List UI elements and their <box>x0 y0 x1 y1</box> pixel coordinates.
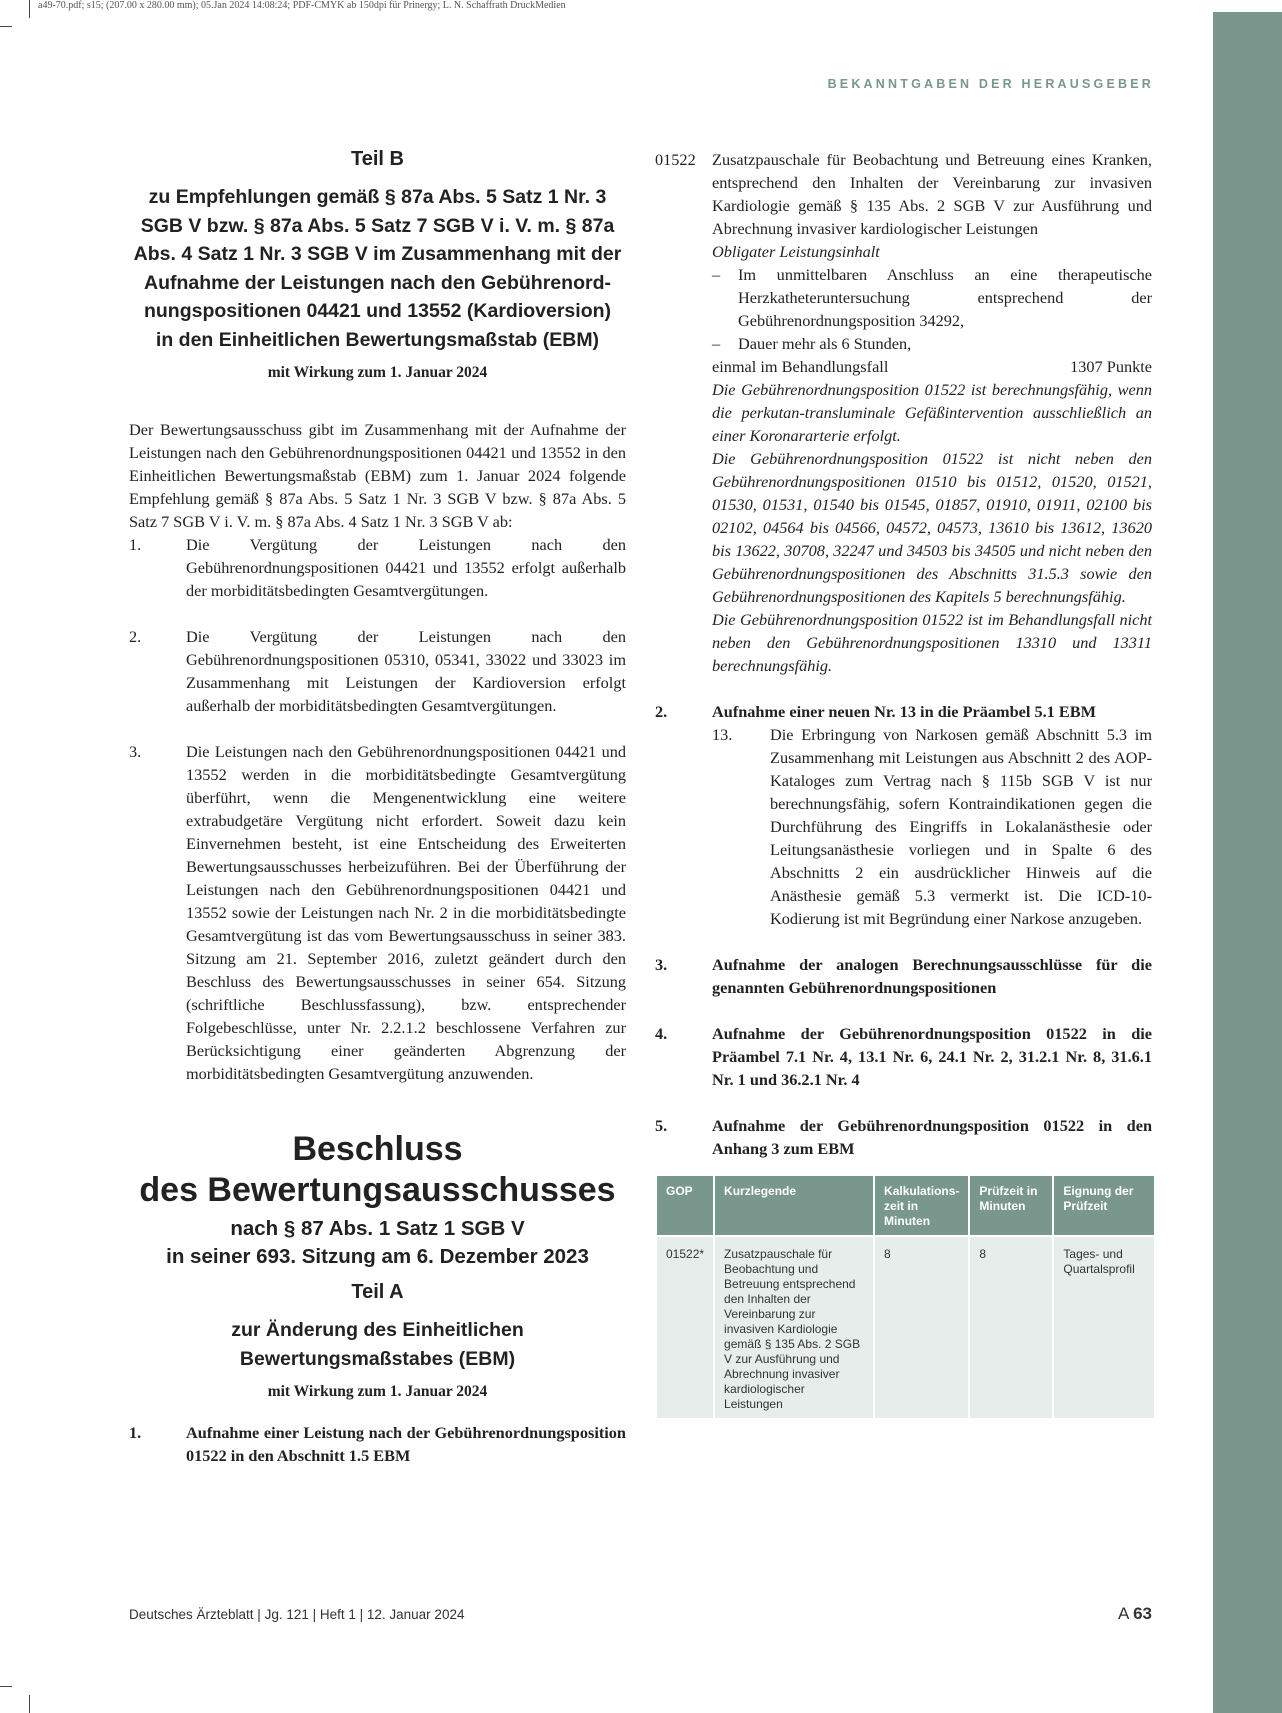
teil-a-subtitle-line: zur Änderung des Einheitlichen <box>231 1319 524 1341</box>
gop-description: Zusatzpauschale für Beobachtung und Betreuung eines Kranken, entsprechend den Inhalten der Vereinbarung zur invasiven Kardiologie gemäß § 135 Abs. 2 SGB V zur Ausführung und Abrechnung invasiver kardiologischer Leistungen <box>712 150 1152 238</box>
item-number: 1. <box>129 535 142 554</box>
dash-item: – Dauer mehr als 6 Stunden, <box>712 334 912 353</box>
teil-b-title: Teil B <box>351 148 404 170</box>
subtitle-line: Aufnahme der Leistungen nach den Gebührenord- <box>144 271 611 294</box>
crop-mark <box>0 26 12 27</box>
subtitle-line: in den Einheitlichen Bewertungsmaßstab (EBM) <box>155 328 600 351</box>
table-row <box>657 1237 1154 1418</box>
praeambel-item <box>655 723 1152 930</box>
item-number: 4. <box>655 1024 668 1043</box>
obligat-label: Obligater Leistungsinhalt <box>712 242 880 261</box>
right-column <box>655 148 1152 1418</box>
teil-a-subtitle-line: Bewertungsmaßstabes (EBM) <box>239 1347 516 1370</box>
section-heading <box>655 700 1152 723</box>
journal-footer: Deutsches Ärzteblatt | Jg. 121 | Heft 1 | 12. Januar 2024 <box>129 1607 465 1622</box>
page-number <box>1118 1604 1152 1624</box>
table-cell: 01522* <box>657 1237 713 1418</box>
section-heading <box>129 1421 626 1467</box>
crop-mark <box>29 0 30 18</box>
table-cell: 8 <box>875 1237 968 1418</box>
beschluss-subtitle-line: nach § 87 Abs. 1 Satz 1 SGB V <box>230 1217 525 1240</box>
frequency-line <box>712 355 1152 378</box>
dash-item: – Im unmittelbaren Anschluss an eine therapeutische Herzkatheteruntersuchung entsprechend der Gebührenordnungsposition 34292, <box>712 265 1152 330</box>
table-header: Kalkulations-zeit in Minuten <box>875 1176 968 1237</box>
crop-mark <box>0 1686 12 1687</box>
teil-a-wirkung: mit Wirkung zum 1. Januar 2024 <box>267 1383 488 1400</box>
subtitle-line: nungspositionen 04421 und 13552 (Kardioversion) <box>143 300 612 322</box>
table-cell: Zusatzpauschale für Beobachtung und Betreuung entsprechend den Inhalten der Vereinbarung zur invasiven Kardiologie gemäß § 135 Abs. 2 SGB V zur Ausführung und Abrechnung invasiver kardiologischer Leistungen <box>715 1237 873 1418</box>
section-label: BEKANNTGABEN DER HERAUSGEBER <box>827 77 1154 91</box>
item-number: 5. <box>655 1116 668 1135</box>
table-header: GOP <box>657 1176 713 1237</box>
item-number: 1. <box>129 1423 142 1442</box>
item-number: 13. <box>712 725 733 744</box>
item-text: Die Vergütung der Leistungen nach den Gebührenordnungspositionen 04421 und 13552 erfolgt außerhalb der morbiditätsbedingten Gesamtvergütungen. <box>186 535 626 600</box>
list-item <box>129 740 626 1085</box>
points: 1307 Punkte <box>1070 357 1152 376</box>
list-item <box>129 625 626 717</box>
beschluss-title-line: des Bewertungsausschusses <box>139 1171 616 1209</box>
section-heading <box>655 1022 1152 1091</box>
table-cell: 8 <box>970 1237 1052 1418</box>
frequency: einmal im Behandlungsfall <box>712 357 889 376</box>
dash-text: Im unmittelbaren Anschluss an eine therapeutische Herzkatheteruntersuchung entsprechend der Gebührenordnungsposition 34292, <box>738 265 1152 330</box>
beschluss-subtitle-line: in seiner 693. Sitzung am 6. Dezember 2023 <box>166 1245 589 1268</box>
page-prefix: A <box>1117 1604 1129 1623</box>
subtitle-line: zu Empfehlungen gemäß § 87a Abs. 5 Satz 1 Nr. 3 <box>148 186 607 208</box>
item-text: Aufnahme der Gebührenordnungsposition 01522 in den Anhang 3 zum EBM <box>712 1116 1152 1158</box>
item-text: Die Vergütung der Leistungen nach den Gebührenordnungspositionen 05310, 05341, 33022 und 33023 im Zusammenhang mit Leistungen der Kardioversion erfolgt außerhalb der morbiditätsbedingten Gesamtvergütungen. <box>186 627 626 715</box>
table-cell: Tages- und Quartalsprofil <box>1054 1237 1154 1418</box>
teil-a-subtitle <box>129 1316 626 1373</box>
subtitle-line: Abs. 4 Satz 1 Nr. 3 SGB V im Zusammenhang mit der <box>133 243 622 265</box>
item-number: 3. <box>655 955 668 974</box>
page-number-value: 63 <box>1133 1604 1152 1623</box>
gop-note: Die Gebührenordnungsposition 01522 ist nicht neben den Gebührenordnungspositionen 01510 bis 01512, 01520, 01521, 01530, 01531, 01540 bis 01545, 01857, 01910, 01911, 02100 bis 02102, 04564 bis 04566, 04572, 04573, 13610 bis 13612, 13620 bis 13622, 30708, 32247 und 34503 bis 34505 und nicht neben den Gebührenordnungspositionen des Abschnitts 31.5.3 sowie den Gebührenordnungspositionen des Kapitels 5 berechnungsfähig. <box>712 449 1152 606</box>
item-text: Die Erbringung von Narkosen gemäß Abschnitt 5.3 im Zusammenhang mit Leistungen aus Abschnitt 2 des AOP-Kataloges zum Vertrag nach § 115b SGB V ist nur berechnungsfähig, sofern Kontraindikationen gegen die Durchführung des Eingriffs in Lokalanästhesie oder Leitungsanästhesie vorliegen und in Spalte 6 des Abschnitts 2 ein ausdrücklicher Hinweis auf die Anästhesie gemäß 5.3 vermerkt ist. Die ICD-10-Kodierung ist mit Begründung einer Narkose anzugeben. <box>770 725 1152 928</box>
beschluss-header <box>129 1129 626 1401</box>
item-number: 2. <box>655 702 668 721</box>
item-text: Aufnahme einer Leistung nach der Gebührenordnungsposition 01522 in den Abschnitt 1.5 EBM <box>186 1423 626 1465</box>
item-number: 2. <box>129 627 142 646</box>
gop-entry <box>655 148 1152 677</box>
dash-text: Dauer mehr als 6 Stunden, <box>738 334 912 353</box>
color-sidebar <box>1213 12 1282 1713</box>
gop-code: 01522 <box>655 150 696 169</box>
gop-note: Die Gebührenordnungsposition 01522 ist berechnungsfähig, wenn die perkutan-transluminale Gefäßintervention ausschließlich an einer Koronararterie erfolgt. <box>712 380 1152 445</box>
teil-b-wirkung: mit Wirkung zum 1. Januar 2024 <box>267 364 488 381</box>
beschluss-title <box>129 1129 626 1211</box>
beschluss-subtitle <box>129 1215 626 1271</box>
gop-note: Die Gebührenordnungsposition 01522 ist im Behandlungsfall nicht neben den Gebührenordnungspositionen 13310 und 13311 berechnungsfähig. <box>712 610 1152 675</box>
print-info: a49-70.pdf; s15; (207.00 x 280.00 mm); 05.Jan 2024 14:08:24; PDF-CMYK ab 150dpi für Prinergy; L. N. Schaffrath DruckMedien <box>38 0 566 11</box>
section-heading <box>655 1114 1152 1160</box>
list-item <box>129 533 626 602</box>
subtitle-line: SGB V bzw. § 87a Abs. 5 Satz 7 SGB V i. V. m. § 87a <box>140 214 615 237</box>
item-text: Aufnahme der analogen Berechnungsausschlüsse für die genannten Gebührenordnungspositionen <box>712 955 1152 997</box>
item-number: 3. <box>129 742 142 761</box>
teil-b-intro: Der Bewertungsausschuss gibt im Zusammenhang mit der Aufnahme der Leistungen nach den Gebührenordnungspositionen 04421 und 13552 in den Einheitlichen Bewertungsmaßstab (EBM) zum 1. Januar 2024 folgende Empfehlung gemäß § 87a Abs. 5 Satz 1 Nr. 3 SGB V bzw. § 87a Abs. 5 Satz 7 SGB V i. V. m. § 87a Abs. 4 Satz 1 Nr. 3 SGB V ab: <box>129 420 626 531</box>
anhang-table <box>655 1176 1156 1418</box>
beschluss-title-line: Beschluss <box>292 1130 463 1168</box>
item-text: Aufnahme der Gebührenordnungsposition 01522 in die Präambel 7.1 Nr. 4, 13.1 Nr. 6, 24.1 Nr. 2, 31.2.1 Nr. 8, 31.6.1 Nr. 1 und 36.2.1 Nr. 4 <box>712 1024 1152 1089</box>
table-header-row <box>657 1176 1154 1237</box>
item-text: Die Leistungen nach den Gebührenordnungspositionen 04421 und 13552 werden in die morbiditätsbedingte Gesamtvergütung überführt, wenn die Mengenentwicklung eine weitere extrabudgetäre Vergütung nicht erfordert. Soweit dazu kein Einvernehmen besteht, ist eine Entscheidung des Erweiterten Bewertungsausschusses herbeizuführen. Bei der Überführung der Leistungen nach den Gebührenordnungspositionen 04421 und 13552 sowie der Leistungen nach Nr. 2 in die morbiditätsbedingte Gesamtvergütung ist das vom Bewertungsausschuss in seiner 383. Sitzung am 21. September 2016, zuletzt geändert durch den Beschluss des Bewertungsausschusses in seiner 654. Sitzung (schriftliche Beschlussfassung), bzw. entsprechender Folgebeschlüsse, unter Nr. 2.2.1.2 beschlossene Verfahren zur Berücksichtigung einer geänderten Abgrenzung der morbiditätsbedingten Gesamtvergütung anzuwenden. <box>186 742 626 1083</box>
table-header: Kurzlegende <box>715 1176 873 1237</box>
teil-a-title: Teil A <box>351 1281 404 1303</box>
left-column <box>129 148 626 1467</box>
teil-b-subtitle <box>129 183 626 354</box>
table-header: Prüfzeit in Minuten <box>970 1176 1052 1237</box>
item-text: Aufnahme einer neuen Nr. 13 in die Präambel 5.1 EBM <box>712 702 1096 721</box>
section-heading <box>655 953 1152 999</box>
crop-mark <box>29 1695 30 1713</box>
table-header: Eignung der Prüfzeit <box>1054 1176 1154 1237</box>
